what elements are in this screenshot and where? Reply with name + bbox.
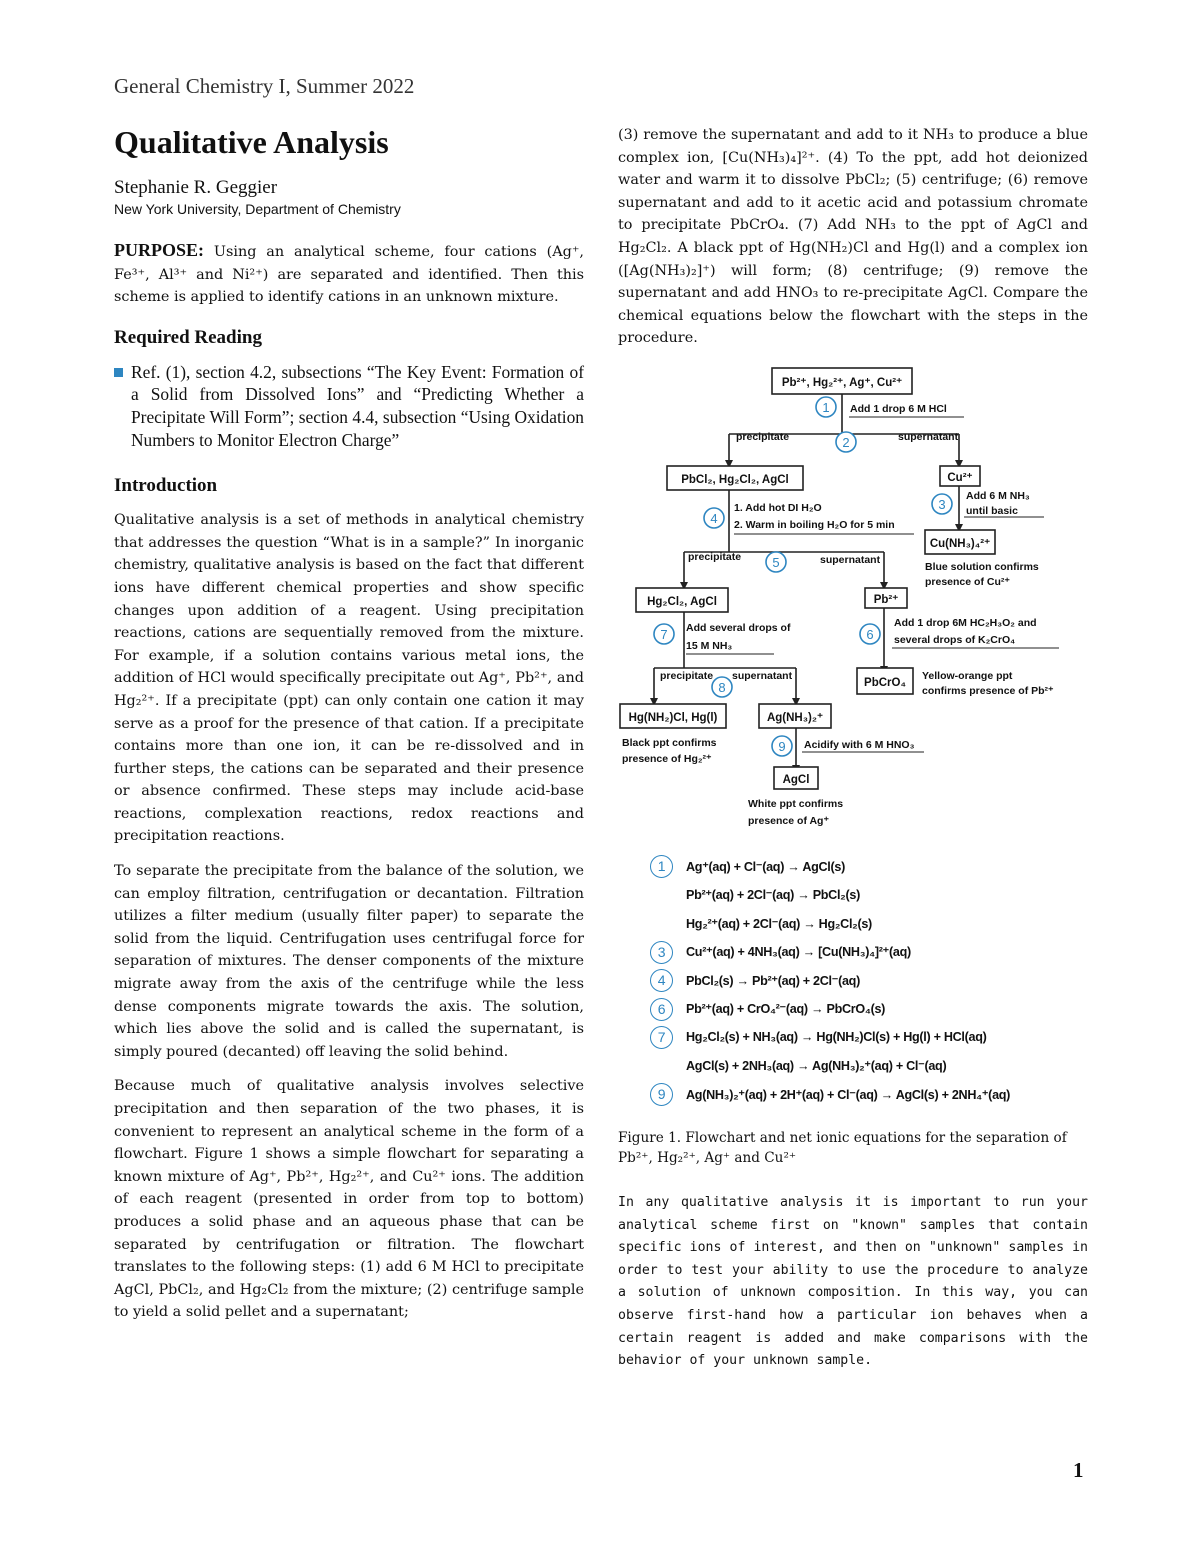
ag-complex: Ag(NH₃)₂⁺ [766, 712, 824, 724]
eq-number: 4 [650, 969, 673, 992]
cu-ion: Cu²⁺ [947, 472, 973, 484]
step-2-number: 2 [842, 435, 850, 450]
net-ionic-equations [650, 852, 1090, 1109]
pb-confirm-b: confirms presence of Pb²⁺ [922, 685, 1054, 697]
step-6-number: 6 [866, 627, 874, 642]
ppt1-label: precipitate [736, 431, 790, 443]
closing-paragraph: In any qualitative analysis it is important to run your analytical scheme first on "known" samples that contain specific ions of interest, and then on "unknown" samples in order to test your ability to use the procedure to analyze a solution of unknown composition. In this way, you can observe first-hand how a particular ion behaves when a certain reagent is added and make comparisons with the behavior of your unknown sample. [618, 1195, 1088, 1369]
step7-text-a: Add several drops of [686, 622, 791, 634]
equation-row [650, 1080, 1090, 1109]
bullet-square-icon [114, 368, 123, 377]
chloride-ppt: PbCl₂, Hg₂Cl₂, AgCl [681, 474, 789, 486]
sup3-label: supernatant [732, 670, 793, 682]
cu-confirm-b: presence of Cu²⁺ [925, 576, 1010, 588]
required-reading-heading: Required Reading [114, 326, 262, 348]
eq-number: 1 [650, 855, 673, 878]
left-column [114, 124, 584, 1336]
step6-text-a: Add 1 drop 6M HC₂H₃O₂ and [894, 617, 1037, 629]
agcl-box: AgCl [782, 774, 810, 786]
eq-text: Ag⁺(aq) + Cl⁻(aq) → AgCl(s) [686, 859, 845, 874]
right-column [618, 124, 1088, 362]
step-5-number: 5 [772, 555, 780, 570]
ag-confirm-a: White ppt confirms [748, 798, 844, 810]
equation-row [650, 995, 1090, 1024]
step1-text: Add 1 drop 6 M HCl [850, 403, 947, 415]
ppt3-label: precipitate [660, 670, 714, 682]
eq-number: 7 [650, 1026, 673, 1049]
ag-confirm-b: presence of Ag⁺ [748, 815, 830, 827]
eq-number: 9 [650, 1083, 673, 1106]
purpose-text: Using an analytical scheme, four cations (Ag⁺, Fe³⁺, Al³⁺ and Ni²⁺) are separated and identified. Then this scheme is applied to identify cations in an unknown mixture. [114, 244, 584, 306]
eq-text: AgCl(s) + 2NH₃(aq) → Ag(NH₃)₂⁺(aq) + Cl⁻(aq) [686, 1059, 947, 1074]
hg-confirm-a: Black ppt confirms [622, 737, 717, 749]
step-numbers [660, 400, 945, 754]
hg-products: Hg(NH₂)Cl, Hg(l) [628, 712, 718, 724]
step-8-number: 8 [718, 680, 726, 695]
step-1-number: 1 [822, 400, 830, 415]
eq-number: 6 [650, 998, 673, 1021]
intro-paragraph-3: Because much of qualitative analysis involves selective precipitation and then separation of the two phases, it is convenient to represent an analytical scheme in the form of a flowchart. Figure 1 shows a simple flowchart for separating a known mixture of Ag⁺, Pb²⁺, Hg₂²⁺, and Cu²⁺ ions. The addition of each reagent (presented in order from top to bottom) produces a solid phase and an aqueous phase that can be separated by centrifugation or filtration. The flowchart translates to the following steps: (1) add 6 M HCl to precipitate AgCl, PbCl₂, and Hg₂Cl₂ from the mixture; (2) centrifuge sample to yield a solid pellet and a supernatant; [114, 1078, 584, 1321]
closing-section [618, 1192, 1088, 1385]
introduction-heading: Introduction [114, 475, 218, 497]
step3-text-a: Add 6 M NH₃ [966, 490, 1030, 502]
eq-text: Hg₂²⁺(aq) + 2Cl⁻(aq) → Hg₂Cl₂(s) [686, 916, 872, 931]
equation-row [650, 1023, 1090, 1052]
step-3-number: 3 [938, 497, 946, 512]
eq-text: Cu²⁺(aq) + 4NH₃(aq) → [Cu(NH₃)₄]²⁺(aq) [686, 945, 911, 960]
ppt2-label: precipitate [688, 551, 742, 563]
equation-row [650, 966, 1090, 995]
equation-row [650, 1052, 1090, 1081]
page-title: Qualitative Analysis [114, 124, 389, 160]
eq-text: Pb²⁺(aq) + CrO₄²⁻(aq) → PbCrO₄(s) [686, 1002, 886, 1017]
affiliation: New York University, Department of Chemistry [114, 201, 401, 217]
cu-complex: Cu(NH₃)₄²⁺ [929, 538, 991, 550]
step4-text-a: 1. Add hot DI H₂O [734, 502, 822, 514]
page-number: 1 [1073, 1458, 1084, 1482]
figure-caption: Figure 1. Flowchart and net ionic equations for the separation of Pb²⁺, Hg₂²⁺, Ag⁺ and Cu²⁺ [618, 1130, 1067, 1166]
equation-row [650, 852, 1090, 881]
intro-paragraph-2: To separate the precipitate from the balance of the solution, we can employ filtration, centrifugation or decantation. Filtration utilizes a filter medium (usually filter paper) to separate the solid from the liquid. Centrifugation uses centrifugal force for separation of mixtures. The denser components of the mixture migrate away from the axis of the centrifuge while the less dense components migrate towards the axis. The solution, which lies above the solid and is called the supernatant, is simply poured (decanted) off leaving the solid behind. [114, 863, 584, 1060]
step-7-number: 7 [660, 627, 668, 642]
step3-text-b: until basic [966, 505, 1018, 517]
hg-confirm-b: presence of Hg₂²⁺ [622, 753, 712, 765]
pbcro4-box: PbCrO₄ [864, 677, 906, 689]
equation-row [650, 938, 1090, 967]
eq-text: PbCl₂(s) → Pb²⁺(aq) + 2Cl⁻(aq) [686, 973, 860, 988]
procedure-paragraph: (3) remove the supernatant and add to it NH₃ to produce a blue complex ion, [Cu(NH₃)₄]²⁺. (4) To the ppt, add hot deionized water and warm it to dissolve PbCl₂; (5) centrifuge; (6) remove supernatant and add to it acetic acid and potassium chromate to precipitate PbCrO₄. (7) Add NH₃ to the ppt of AgCl and Hg₂Cl₂. A black ppt of Hg(NH₂)Cl and Hg(l) and a complex ion ([Ag(NH₃)₂]⁺) will form; (8) centrifuge; (9) remove the supernatant and add HNO₃ to re-precipitate AgCl. Compare the chemical equations below the flowchart with the steps in the procedure. [618, 127, 1088, 347]
start-ions: Pb²⁺, Hg₂²⁺, Ag⁺, Cu²⁺ [781, 377, 903, 389]
pb-ion: Pb²⁺ [873, 594, 899, 606]
step9-text: Acidify with 6 M HNO₃ [804, 739, 915, 751]
eq-text: Ag(NH₃)₂⁺(aq) + 2H⁺(aq) + Cl⁻(aq) → AgCl(s) + 2NH₄⁺(aq) [686, 1087, 1011, 1102]
sup1-label: supernatant [898, 431, 959, 443]
required-reading-text: Ref. (1), section 4.2, subsections “The Key Event: Formation of a Solid from Dissolved Ions” and “Predicting Whether a Precipitate Will Form”; section 4.4, subsection “Using Oxidation Numbers to Monitor Electron Charge” [131, 361, 584, 450]
step7-text-b: 15 M NH₃ [686, 640, 733, 652]
pb-confirm-a: Yellow-orange ppt [922, 670, 1013, 682]
equation-row [650, 909, 1090, 938]
intro-paragraph-1: Qualitative analysis is a set of methods in analytical chemistry that addresses the question “What is in a sample?” In inorganic chemistry, qualitative analysis is based on the fact that different ions have different chemical properties and show specific changes upon addition of a reagent. Using precipitation reactions, cations are sequentially removed from the mixture. For example, if a solution contains various metal ions, the addition of HCl would specifically precipitate out Ag⁺, Pb²⁺, and Hg₂²⁺. If a precipitate (ppt) can only contain one cation it may serve as a proof for the presence of that cation. If a precipitate contains more than one ion, it can be re-dissolved and in further steps, the cations can be separated and their presence or absence confirmed. These steps may include acid-base reactions, complexation reactions, redox reactions and precipitation reactions. [114, 512, 584, 845]
purpose-paragraph [114, 239, 584, 309]
sup2-label: supernatant [820, 554, 881, 566]
equation-row [650, 881, 1090, 910]
flowchart [614, 362, 1094, 842]
running-header: General Chemistry I, Summer 2022 [114, 74, 415, 98]
hg-ag-ppt: Hg₂Cl₂, AgCl [647, 596, 717, 608]
step-4-number: 4 [710, 511, 718, 526]
step6-text-b: several drops of K₂CrO₄ [894, 634, 1016, 646]
required-reading-item [114, 361, 584, 469]
author: Stephanie R. Geggier [114, 177, 278, 198]
cu-confirm-a: Blue solution confirms [925, 561, 1039, 573]
eq-text: Hg₂Cl₂(s) + NH₃(aq) → Hg(NH₂)Cl(s) + Hg(l) + HCl(aq) [686, 1030, 987, 1045]
step4-text-b: 2. Warm in boiling H₂O for 5 min [734, 519, 895, 531]
step-9-number: 9 [778, 739, 786, 754]
eq-number: 3 [650, 941, 673, 964]
step-number-circles [654, 397, 952, 756]
eq-text: Pb²⁺(aq) + 2Cl⁻(aq) → PbCl₂(s) [686, 888, 860, 903]
purpose-label: PURPOSE: [114, 240, 204, 260]
